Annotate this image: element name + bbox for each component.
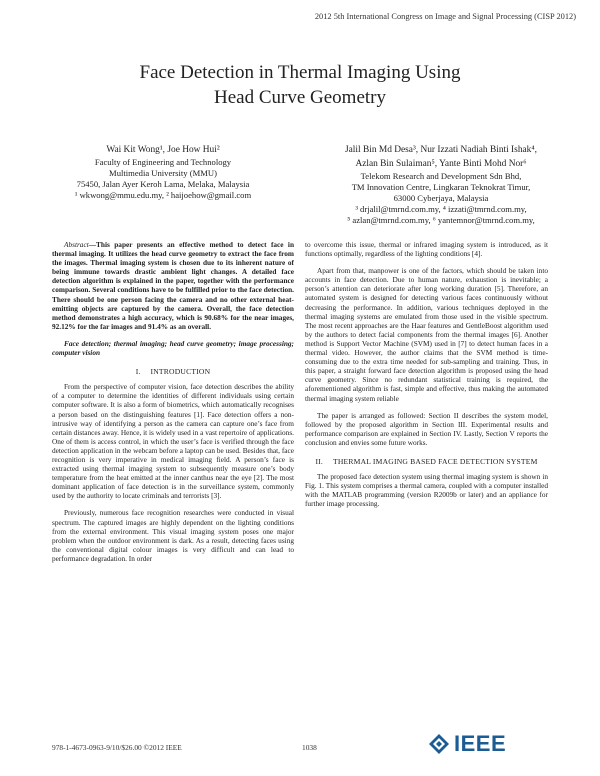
section-number: II. xyxy=(315,456,323,466)
body-paragraph: The paper is arranged as followed: Section II describes the system model, followed by the proposed algorithm in Section III. Experimental results and performance comparison are explained in Section IV. Lastly, Section V reports the conclusion and envies some future works. xyxy=(305,410,548,447)
authors-right-block xyxy=(310,143,572,226)
body-paragraph: The proposed face detection system using thermal imaging system is shown in Fig. 1. This system comprises a thermal camera, coupled with a computer installed with the MATLAB programming (version R2009b or later) and an appliance for further image processing. xyxy=(305,472,548,509)
conference-header: 2012 5th International Congress on Image and Signal Processing (CISP 2012) xyxy=(314,12,576,21)
section-heading-introduction xyxy=(52,367,294,376)
author-emails: ¹ wkwong@mmu.edu.my, ² haijoehow@gmail.com xyxy=(74,190,252,200)
affiliation-line: 75450, Jalan Ayer Keroh Lama, Melaka, Malaysia xyxy=(76,179,250,189)
abstract xyxy=(52,240,294,331)
ieee-logo-text: IEEE xyxy=(454,731,507,756)
author-emails: ³ drjalil@tmrnd.com.my, ⁴ izzati@tmrnd.com.my, xyxy=(355,204,527,214)
left-column xyxy=(52,240,294,571)
body-paragraph: From the perspective of computer vision, face detection describes the ability of a computer to determine the identities of different individuals using certain computer software. It is also a form of biometrics, which automatically recognises a person based on the distinguishing features [1]. Face detection offers a non-intrusive way of identifying a person as the camera can capture one’s face from certain distances away. Hence, it is widely used in a vast repertoire of applications. One of them is access control, in which the user’s face is verified through the face detection application in the webcam before a laptop can be used. Besides that, face recognition is very imperative in medical imaging field. A person’s face is extracted using thermal imaging system to subsequently measure one’s body temperature from the heat emitted at the inner canthus near the eye [2]. The most dominant application of face detection is in the surveillance system, commonly used by the authority to locate criminals and terrorists [3]. xyxy=(52,382,294,501)
body-paragraph: Apart from that, manpower is one of the factors, which should be taken into accounts in face detection. Due to human nature, exhaustion is inevitable; a person’s attention can deteriorate after long working duration [5]. Therefore, an automated system is designed for detecting various faces continuously without decreasing the performance. In addition, various techniques deployed in the thermal imaging systems are emulated from those used in the visible spectrum. The most recent approaches are the Haar features and GentleBoost algorithm used by the authors to detect facial components from the thermal images [6]. Another method is Support Vector Machine (SVM) used in [7] to detect human faces in a thermal video. However, the author claims that the SVM method is time-consuming due to the extra time needed for sub-sampling and training. Thus, in this paper, a straight forward face detection algorithm is proposed using the head curve geometry. Since no redundant statistical training is required, the aforementioned algorithm is fast, simple and effective, thus making the automated thermal imaging system reliable xyxy=(305,266,548,403)
authors-left-block xyxy=(48,143,278,201)
abstract-label: Abstract xyxy=(64,240,89,249)
paper-title xyxy=(0,60,600,110)
section-heading-system xyxy=(305,457,548,466)
affiliation-line: TM Innovation Centre, Lingkaran Teknokrat Timur, xyxy=(351,182,531,192)
section-title: THERMAL IMAGING BASED FACE DETECTION SYSTEM xyxy=(333,456,538,466)
body-paragraph: Previously, numerous face recognition researches were conducted in visual spectrum. The captured images are highly dependent on the lighting conditions from the external environment. This visual imaging system poses one major problem when the outdoor environment is dark. As a result, detecting faces using the conventional digital colour images is very difficult and can lead to performance degradation. In order xyxy=(52,508,294,563)
page-number: 1038 xyxy=(302,743,317,752)
ieee-logo xyxy=(428,730,506,758)
body-paragraph: to overcome this issue, thermal or infrared imaging system is introduced, as it functions optimally, regardless of the lighting conditions [4]. xyxy=(305,240,548,259)
affiliation-line: Telekom Research and Development Sdn Bhd, xyxy=(360,171,522,181)
affiliation-line: 63000 Cyberjaya, Malaysia xyxy=(393,193,489,203)
author-emails: ⁵ azlan@tmrnd.com.my, ⁶ yantemnor@tmrnd.com.my, xyxy=(347,215,535,225)
title-line-1: Face Detection in Thermal Imaging Using xyxy=(139,62,461,83)
affiliation-line: Faculty of Engineering and Technology xyxy=(94,157,232,167)
section-title: INTRODUCTION xyxy=(150,367,211,377)
keywords: Face detection; thermal imaging; head curve geometry; image processing; computer vision xyxy=(52,338,294,358)
section-number: I. xyxy=(135,367,141,377)
title-line-2: Head Curve Geometry xyxy=(214,87,386,108)
right-column xyxy=(305,240,548,516)
ieee-diamond-icon xyxy=(428,733,450,755)
abstract-text: —This paper presents an effective method to detect face in thermal imaging. It utilizes the head curve geometry to extract the face from the images. Thermal imaging system is chosen due to its inherent nature of being immune towards drastic ambient light changes. A detailed face detection algorithm is explained in the paper, together with the performance comparison. Several conditions have to be fulfilled prior to the face detection. There should be one person facing the camera and no other external heat-emitting objects are captured by the camera. Overall, the face detection method demonstrates a high accuracy, which is 90.68% for the near images, 92.12% for the far images and 91.4% as an overall. xyxy=(52,240,294,331)
affiliation-line: Multimedia University (MMU) xyxy=(109,168,217,178)
copyright-footer: 978-1-4673-0963-9/10/$26.00 ©2012 IEEE xyxy=(52,743,182,752)
authors-right-names-2: Azlan Bin Sulaiman⁵, Yante Binti Mohd Nor⁶ xyxy=(355,159,527,169)
authors-right-names-1: Jalil Bin Md Desa³, Nur Izzati Nadiah Binti Ishak⁴, xyxy=(345,145,537,155)
authors-left-names: Wai Kit Wong¹, Joe How Hui² xyxy=(106,145,220,155)
